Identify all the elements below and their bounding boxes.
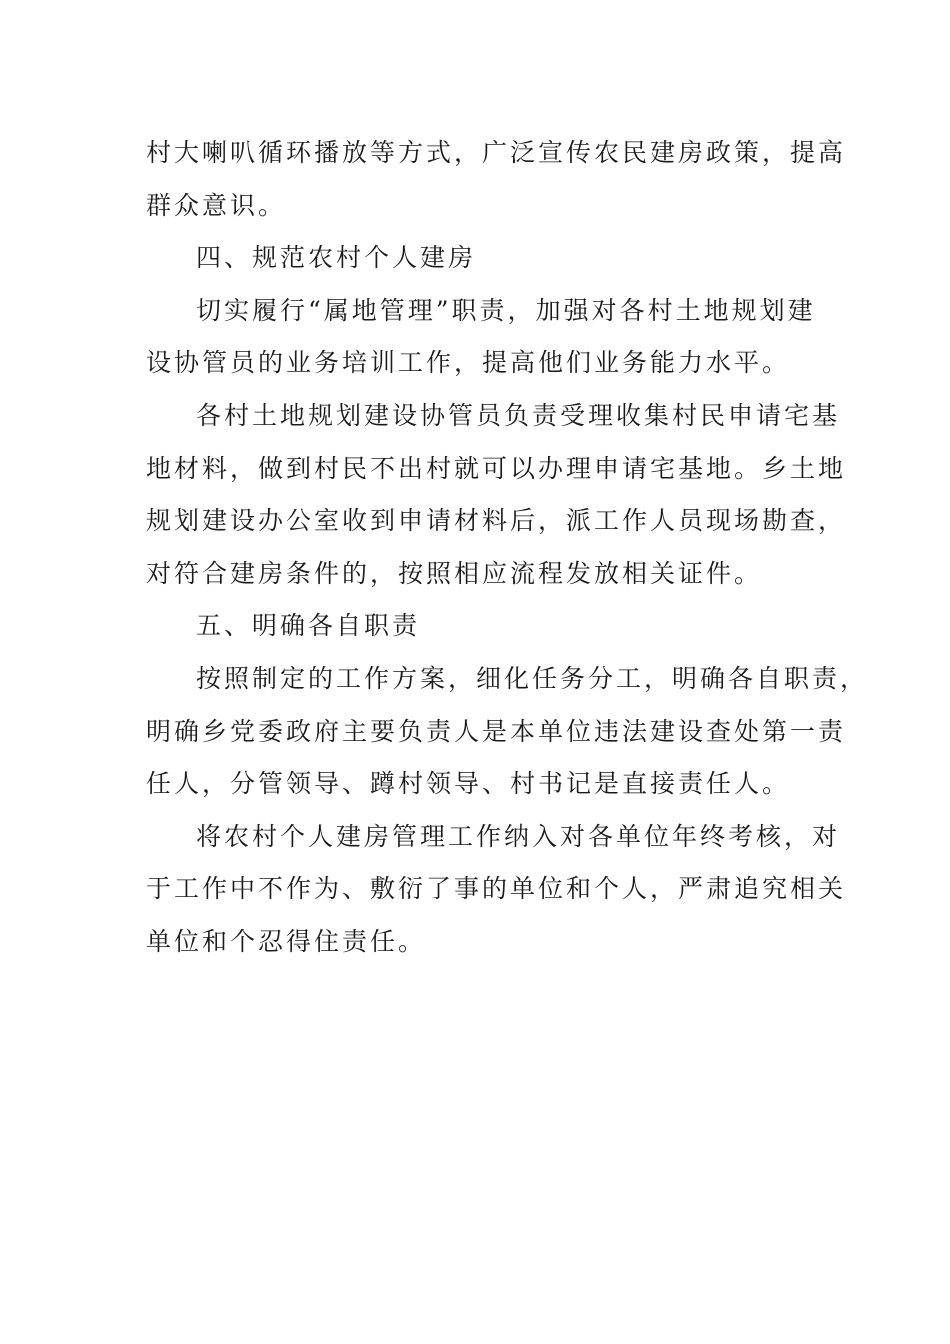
document-body — [146, 127, 869, 969]
text-line: 各村土地规划建设协管员负责受理收集村民申请宅基 — [196, 400, 841, 430]
section-heading-five — [146, 600, 806, 653]
paragraph-assessment — [146, 811, 847, 969]
text-line: 群众意识。 — [146, 190, 287, 220]
heading-text: 五、明确各自职责 — [196, 611, 421, 641]
section-heading-four — [146, 232, 806, 285]
text-line: 地材料，做到村民不出村就可以办理申请宅基地。乡土地 — [146, 453, 847, 483]
text-line: 设协管员的业务培训工作，提高他们业务能力水平。 — [146, 348, 791, 378]
paragraph-continuation — [146, 127, 847, 232]
text-line: 按照制定的工作方案，细化任务分工，明确各自职责， — [196, 663, 869, 693]
text-line: 对符合建房条件的，按照相应流程发放相关证件。 — [146, 558, 763, 588]
text-line: 明确乡党委政府主要负责人是本单位违法建设查处第一责 — [146, 716, 847, 746]
text-line: 村大喇叭循环播放等方式，广泛宣传农民建房政策，提高 — [146, 138, 847, 167]
heading-text: 四、规范农村个人建房 — [196, 243, 477, 273]
paragraph-duties — [146, 285, 816, 390]
text-line: 切实履行“属地管理”职责，加强对各村土地规划建 — [196, 295, 816, 325]
paragraph-responsibilities — [146, 653, 869, 811]
paragraph-coordinators — [146, 390, 847, 600]
text-line: 于工作中不作为、敷衍了事的单位和个人，严肃追究相关 — [146, 874, 847, 904]
text-line: 将农村个人建房管理工作纳入对各单位年终考核，对 — [196, 821, 841, 851]
text-line: 任人，分管领导、蹲村领导、村书记是直接责任人。 — [146, 769, 791, 799]
text-line: 单位和个忍得住责任。 — [146, 926, 427, 956]
text-line: 规划建设办公室收到申请材料后，派工作人员现场勘查， — [146, 506, 847, 536]
